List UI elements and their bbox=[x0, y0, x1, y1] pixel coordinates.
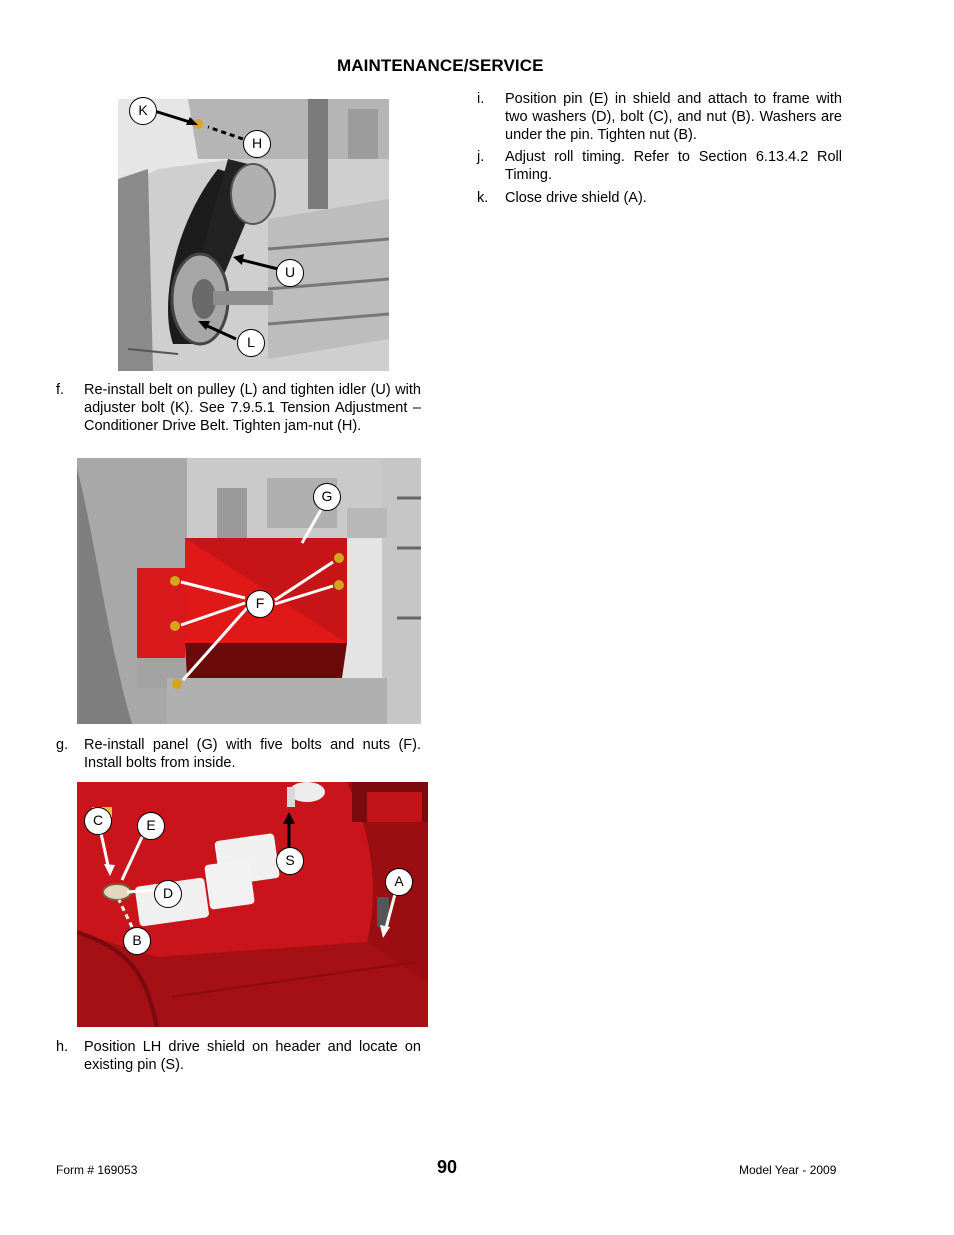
callout-k: K bbox=[129, 97, 157, 125]
drive-shield-illustration bbox=[77, 782, 428, 1027]
callout-f: F bbox=[246, 590, 274, 618]
step-label: i. bbox=[477, 91, 485, 107]
callout-h: H bbox=[243, 130, 271, 158]
callout-d: D bbox=[154, 880, 182, 908]
page-number: 90 bbox=[437, 1157, 458, 1177]
step-text: Re-install panel (G) with five bolts and nuts (F). Install bolts from inside. bbox=[84, 737, 421, 771]
figure-drive-shield bbox=[77, 782, 428, 1027]
callout-a: A bbox=[385, 868, 413, 896]
callout-c: C bbox=[84, 807, 112, 835]
red-panel-illustration bbox=[77, 458, 421, 724]
step-label: f. bbox=[56, 382, 65, 398]
step-text: Position pin (E) in shield and attach to frame with two washers (D), bolt (C), and nut (B). Washers are under the pin. Tighten nut (B). bbox=[505, 91, 842, 143]
footer-form-number: Form # 169053 bbox=[56, 1163, 138, 1177]
callout-l: L bbox=[237, 329, 265, 357]
callout-s: S bbox=[276, 847, 304, 875]
step-text: Adjust roll timing. Refer to Section 6.13.4.2 Roll Timing. bbox=[505, 149, 842, 183]
callout-b: B bbox=[123, 927, 151, 955]
step-text: Close drive shield (A). bbox=[505, 190, 647, 206]
page-title: MAINTENANCE/SERVICE bbox=[337, 56, 544, 75]
callout-u: U bbox=[276, 259, 304, 287]
footer-model-year: Model Year - 2009 bbox=[739, 1163, 837, 1177]
figure-red-panel bbox=[77, 458, 421, 724]
step-label: h. bbox=[56, 1039, 69, 1055]
step-text: Re-install belt on pulley (L) and tighten idler (U) with adjuster bolt (K). See 7.9.5.1 Tension Adjustment – Conditioner Drive Belt. Tighten jam-nut (H). bbox=[84, 382, 421, 434]
step-label: g. bbox=[56, 737, 69, 753]
step-label: j. bbox=[477, 149, 485, 165]
callout-g: G bbox=[313, 483, 341, 511]
step-text: Position LH drive shield on header and locate on existing pin (S). bbox=[84, 1039, 421, 1073]
callout-e: E bbox=[137, 812, 165, 840]
step-label: k. bbox=[477, 190, 489, 206]
